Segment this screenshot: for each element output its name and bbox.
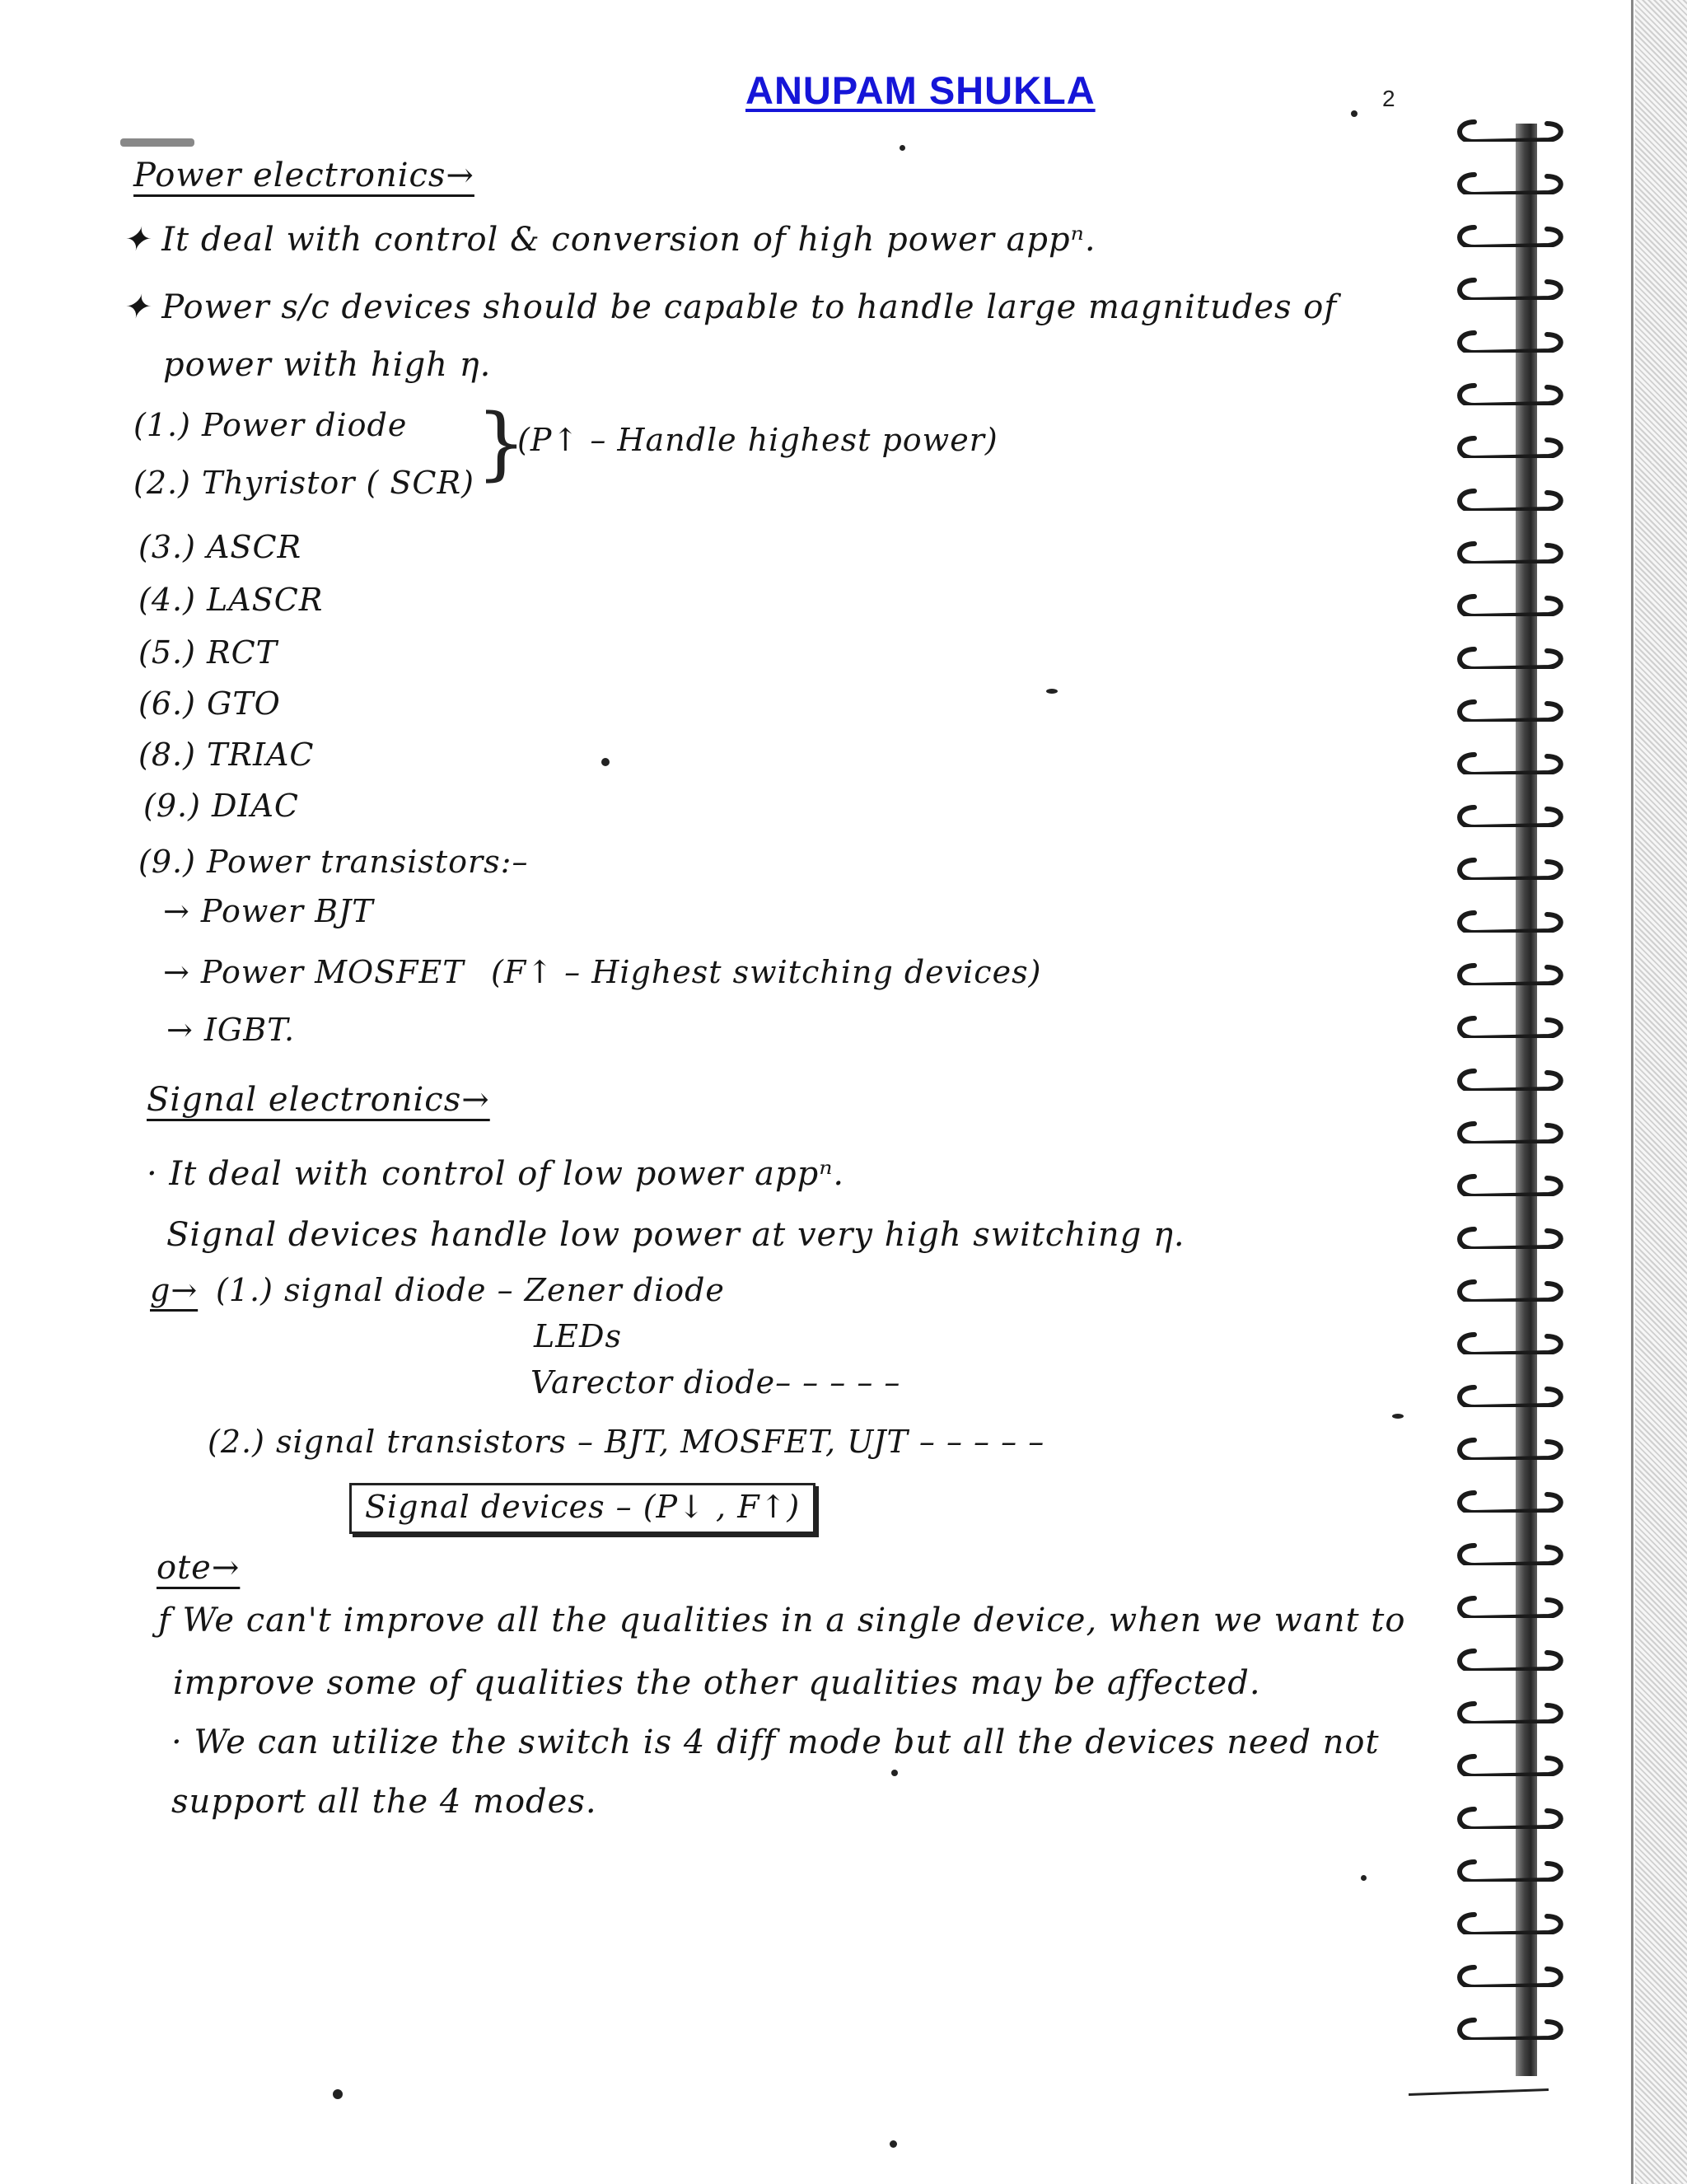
binding-coil xyxy=(1450,801,1573,827)
binding-coil xyxy=(1450,1908,1573,1934)
signal-electronics-heading: Signal electronics→ xyxy=(147,1081,490,1119)
binding-coil xyxy=(1450,484,1573,511)
binding-coil xyxy=(1450,274,1573,300)
binding-coil xyxy=(1450,115,1573,142)
binding-coil xyxy=(1450,1592,1573,1618)
device-item: (3.) ASCR xyxy=(138,529,302,565)
binding-coil xyxy=(1450,326,1573,353)
binding-coil xyxy=(1450,906,1573,933)
binding-coil xyxy=(1450,748,1573,774)
binding-coil xyxy=(1450,1223,1573,1249)
page-edge-line xyxy=(1631,0,1633,2184)
scan-speck xyxy=(333,2089,343,2099)
transistor-item: → IGBT. xyxy=(166,1012,296,1048)
binding-coil xyxy=(1450,695,1573,722)
binding-coil xyxy=(1450,1539,1573,1565)
note-heading: ote→ xyxy=(157,1549,241,1587)
diode-list-item: LEDs xyxy=(534,1318,622,1354)
note-line: improve some of qualities the other qualities may be affected. xyxy=(173,1664,1261,1702)
binding-coil xyxy=(1450,1064,1573,1091)
device-item: (1.) Power diode xyxy=(133,407,408,443)
transistor-item: → Power BJT xyxy=(163,893,374,929)
binding-coil xyxy=(1450,221,1573,247)
binding-coil xyxy=(1450,1803,1573,1829)
binding-coil xyxy=(1450,1012,1573,1038)
power-bullet-2-cont: power with high η. xyxy=(163,346,492,384)
binding-coil xyxy=(1450,1486,1573,1513)
spiral-binding xyxy=(1450,115,1582,2076)
binding-coil xyxy=(1450,432,1573,458)
note-line: support all the 4 modes. xyxy=(171,1783,597,1821)
binding-coil xyxy=(1450,379,1573,405)
scan-speck xyxy=(891,1770,898,1776)
power-bullet-2: ✦ Power s/c devices should be capable to handle large magnitudes of xyxy=(122,288,1338,326)
binding-coil xyxy=(1450,1750,1573,1776)
binding-coil xyxy=(1450,1644,1573,1671)
device-item: (9.) Power transistors:– xyxy=(138,844,529,880)
brace-note: (P↑ – Handle highest power) xyxy=(517,422,998,458)
scan-speck xyxy=(601,758,610,766)
scan-speck xyxy=(1392,1414,1404,1419)
scan-speck xyxy=(1361,1875,1367,1881)
binding-coil xyxy=(1450,1961,1573,1987)
author-name: ANUPAM SHUKLA xyxy=(745,68,1096,112)
binding-coil xyxy=(1450,1381,1573,1407)
device-item: (4.) LASCR xyxy=(138,582,324,618)
device-item: (9.) DIAC xyxy=(143,788,299,824)
scan-speck xyxy=(900,145,905,151)
binding-coil xyxy=(1450,643,1573,669)
example-prefix: g→ xyxy=(150,1272,199,1308)
scan-smudge xyxy=(120,138,194,147)
binding-coil xyxy=(1450,1855,1573,1882)
device-item: (8.) TRIAC xyxy=(138,737,315,773)
mosfet-note: (F↑ – Highest switching devices) xyxy=(491,954,1042,990)
signal-transistor-line: (2.) signal transistors – BJT, MOSFET, UJT – – – – – xyxy=(208,1424,1045,1460)
signal-line-2: Signal devices handle low power at very high switching η. xyxy=(166,1216,1185,1254)
device-item: (5.) RCT xyxy=(138,634,278,671)
bottom-rule xyxy=(1409,2088,1549,2096)
signal-diode-line: (1.) signal diode – Zener diode xyxy=(216,1272,725,1308)
page-number: 2 xyxy=(1382,86,1395,111)
device-item: (2.) Thyristor ( SCR) xyxy=(133,465,474,501)
device-item: (6.) GTO xyxy=(138,685,281,722)
binding-coil xyxy=(1450,853,1573,880)
binding-coil xyxy=(1450,537,1573,564)
page-edge-texture xyxy=(1635,0,1687,2184)
scan-speck xyxy=(1351,110,1358,117)
transistor-item: → Power MOSFET xyxy=(163,954,465,990)
note-line: · We can utilize the switch is 4 diff mode but all the devices need not xyxy=(171,1723,1380,1761)
signal-line-1: · It deal with control of low power appⁿ. xyxy=(147,1155,845,1193)
binding-coil xyxy=(1450,1170,1573,1196)
binding-coil xyxy=(1450,1433,1573,1460)
brace-symbol: } xyxy=(476,397,527,489)
power-electronics-heading: Power electronics→ xyxy=(133,157,474,194)
scan-speck xyxy=(1046,689,1058,694)
binding-coil xyxy=(1450,168,1573,194)
binding-coil xyxy=(1450,1117,1573,1143)
power-bullet-1: ✦ It deal with control & conversion of high power appⁿ. xyxy=(122,221,1096,259)
binding-coil xyxy=(1450,1328,1573,1354)
binding-coil xyxy=(1450,590,1573,616)
binding-coil xyxy=(1450,959,1573,985)
note-line: ƒ We can't improve all the qualities in a single device, when we want to xyxy=(158,1602,1406,1639)
binding-coil xyxy=(1450,1697,1573,1723)
diode-list-item: Varector diode– – – – – xyxy=(530,1364,901,1401)
scan-speck xyxy=(890,2140,897,2148)
binding-coil xyxy=(1450,2013,1573,2040)
boxed-summary: Signal devices – (P↓ , F↑) xyxy=(349,1483,815,1534)
binding-coil xyxy=(1450,1275,1573,1302)
